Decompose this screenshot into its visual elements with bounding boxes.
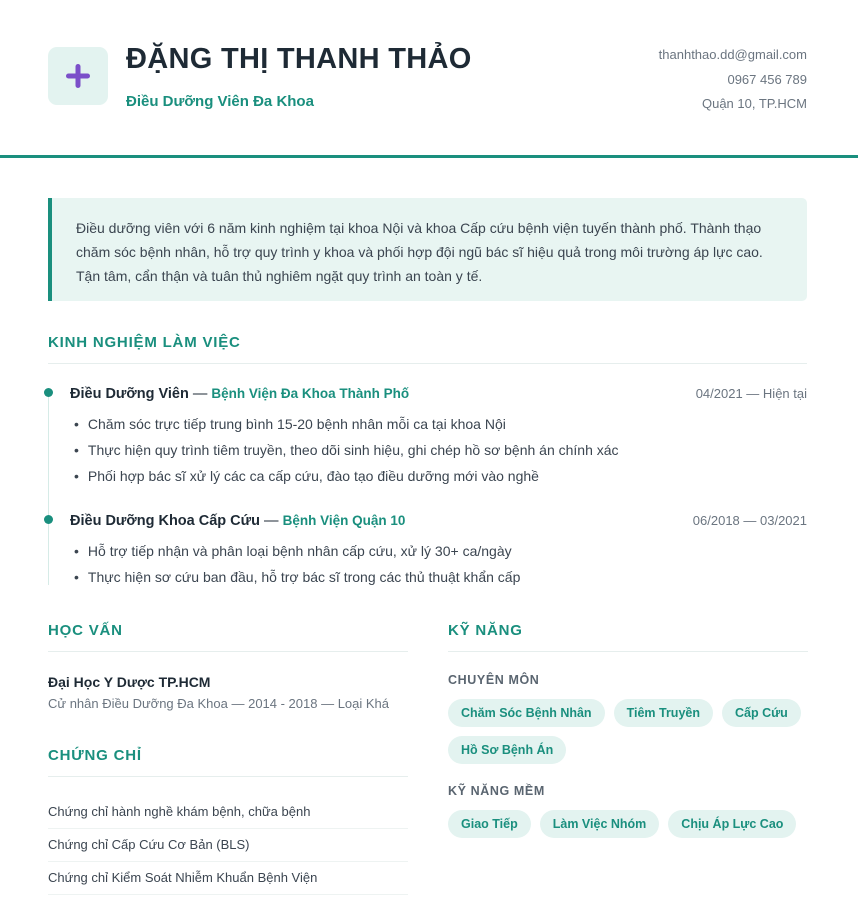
professional-skills-title: CHUYÊN MÔN [448, 673, 540, 687]
job-title: Điều Dưỡng Viên [70, 386, 189, 402]
professional-skills-list [448, 699, 808, 764]
job-bullet: • Hỗ trợ tiếp nhận và phân loại bệnh nhân cấp cứu, xử lý 30+ ca/ngày [74, 538, 520, 564]
soft-skills-title: KỸ NĂNG MỀM [448, 784, 545, 798]
resume-header [0, 0, 858, 158]
contact-address: Quận 10, TP.HCM [701, 96, 807, 111]
job-bullet: • Phối hợp bác sĩ xử lý các ca cấp cứu, đào tạo điều dưỡng mới vào nghề [74, 463, 619, 489]
certificate-item: Chứng chỉ Cấp Cứu Cơ Bản (BLS) [48, 837, 250, 852]
job-date: 06/2018 — 03/2021 [692, 513, 807, 528]
experience-divider [48, 363, 807, 364]
skill-chip: Chịu Áp Lực Cao [668, 810, 796, 838]
logo-badge [48, 47, 108, 105]
job-bullet: • Thực hiện sơ cứu ban đầu, hỗ trợ bác sĩ trong các thủ thuật khẩn cấp [74, 564, 520, 590]
job-heading [70, 386, 409, 402]
job-heading [70, 513, 405, 529]
certificate-divider [48, 828, 408, 829]
job-bullets [74, 411, 619, 489]
job-bullet: • Chăm sóc trực tiếp trung bình 15-20 bệnh nhân mỗi ca tại khoa Nội [74, 411, 619, 437]
skill-chip: Tiêm Truyền [614, 699, 713, 727]
education-school: Đại Học Y Dược TP.HCM [48, 674, 211, 690]
candidate-role: Điều Dưỡng Viên Đa Khoa [126, 93, 314, 110]
job-bullets [74, 538, 520, 590]
timeline-line [48, 390, 49, 585]
medical-plus-icon [65, 63, 91, 89]
certificate-divider [48, 894, 408, 895]
certificates-divider [48, 776, 408, 777]
certificate-item: Chứng chỉ Kiểm Soát Nhiễm Khuẩn Bệnh Viện [48, 870, 318, 885]
timeline-dot [44, 388, 53, 397]
skills-section-title: KỸ NĂNG [448, 622, 523, 639]
skill-chip: Giao Tiếp [448, 810, 531, 838]
timeline-dot [44, 515, 53, 524]
skill-chip: Hồ Sơ Bệnh Án [448, 736, 566, 764]
job-title: Điều Dưỡng Khoa Cấp Cứu [70, 513, 261, 529]
certificates-section-title: CHỨNG CHỈ [48, 747, 142, 764]
skills-divider [448, 651, 808, 652]
job-company: Bệnh Viện Đa Khoa Thành Phố [211, 386, 410, 401]
job-separator: — [260, 513, 283, 529]
profile-summary: Điều dưỡng viên với 6 năm kinh nghiệm tại khoa Nội và khoa Cấp cứu bệnh viện tuyến thành phố. Thành thạo chăm sóc bệnh nhân, hỗ trợ quy trình y khoa và phối hợp đội ngũ bác sĩ hiệu quả trong môi trường áp lực cao. Tận tâm, cẩn thận và tuân thủ nghiêm ngặt quy trình an toàn y tế. [48, 198, 807, 301]
contact-block [659, 43, 807, 117]
soft-skills-list [448, 810, 808, 838]
certificate-divider [48, 861, 408, 862]
job-separator: — [188, 386, 212, 402]
skill-chip: Làm Việc Nhóm [540, 810, 660, 838]
contact-phone[interactable]: 0967 456 789 [727, 71, 807, 87]
experience-section-title: KINH NGHIỆM LÀM VIỆC [48, 334, 241, 351]
candidate-name: ĐẶNG THỊ THANH THẢO [126, 43, 472, 75]
job-company: Bệnh Viện Quận 10 [282, 513, 406, 528]
education-section-title: HỌC VẤN [48, 622, 123, 639]
certificate-item: Chứng chỉ hành nghề khám bệnh, chữa bệnh [48, 804, 311, 819]
job-bullet: • Thực hiện quy trình tiêm truyền, theo dõi sinh hiệu, ghi chép hồ sơ bệnh án chính xác [74, 437, 619, 463]
education-detail: Cử nhân Điều Dưỡng Đa Khoa — 2014 - 2018 — Loại Khá [48, 696, 390, 711]
job-date: 04/2021 — Hiện tại [695, 386, 807, 401]
education-divider [48, 651, 408, 652]
skill-chip: Cấp Cứu [722, 699, 801, 727]
skill-chip: Chăm Sóc Bệnh Nhân [448, 699, 605, 727]
contact-email[interactable]: thanhthao.dd@gmail.com [658, 47, 807, 62]
